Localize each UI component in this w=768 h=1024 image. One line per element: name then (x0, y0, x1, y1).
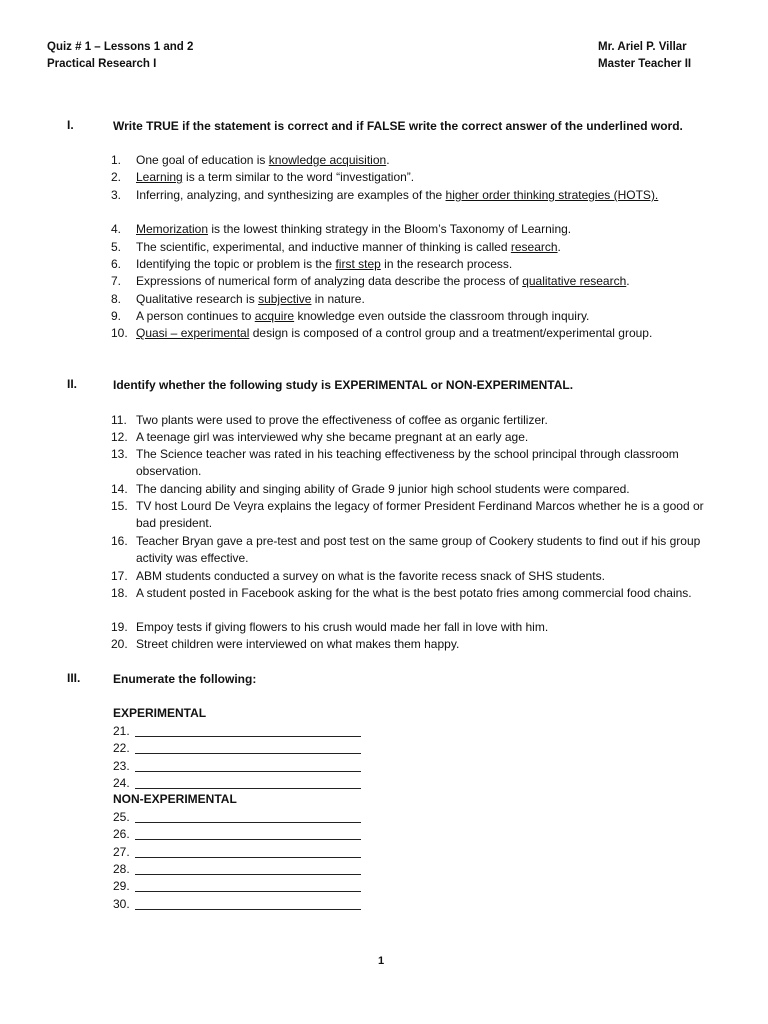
header-left (47, 39, 193, 73)
item-text-before: A person continues to (136, 309, 255, 323)
item-text: The dancing ability and singing ability of Grade 9 junior high school students were compared. (136, 482, 630, 496)
answer-line[interactable] (135, 839, 361, 840)
teacher-position: Master Teacher II (598, 58, 692, 70)
section-2-number: II. (67, 377, 78, 391)
item-number: 3. (111, 188, 122, 202)
blank-number: 21. (113, 724, 130, 738)
answer-line[interactable] (135, 753, 361, 754)
page-number: 1 (378, 955, 385, 967)
item-text (136, 187, 721, 204)
item-number: 20. (111, 637, 128, 651)
teacher-name: Mr. Ariel P. Villar (598, 41, 687, 53)
blank-number: 24. (113, 775, 130, 790)
blank-number: 28. (113, 861, 130, 876)
item-number: 8. (111, 292, 122, 306)
underlined-term: acquire (254, 309, 295, 323)
item-number: 15. (111, 499, 128, 513)
blank-number: 27. (113, 844, 130, 859)
answer-line[interactable] (135, 857, 361, 858)
answer-line[interactable] (135, 874, 361, 875)
item-text: TV host Lourd De Veyra explains the legacy of former President Ferdinand Marcos whether he is a good or bad president. (136, 499, 704, 531)
section-1-number: I. (67, 118, 74, 132)
item-text: Empoy tests if giving flowers to his crush would made her fall in love with him. (136, 620, 549, 634)
item-text-before: Inferring, analyzing, and synthesizing are examples of the (136, 188, 446, 202)
item-number: 6. (111, 257, 122, 271)
item-text-after: . (626, 274, 630, 288)
experimental-label: EXPERIMENTAL (113, 706, 207, 720)
item-text-after: is the lowest thinking strategy in the Bloom’s Taxonomy of Learning. (208, 222, 572, 236)
item-number: 7. (111, 274, 122, 288)
answer-line[interactable] (135, 736, 361, 737)
item-number: 17. (111, 569, 128, 583)
item-text-before: Expressions of numerical form of analyzing data describe the process of (136, 274, 523, 288)
section-1-instruction: Write TRUE if the statement is correct and if FALSE write the correct answer of the underlined word. (113, 119, 683, 133)
item-number: 4. (111, 222, 122, 236)
item-text-before: Identifying the topic or problem is the (136, 257, 336, 271)
blank-number: 23. (113, 758, 130, 773)
item-text (136, 221, 721, 238)
item-text (136, 325, 721, 342)
section-2-instruction: Identify whether the following study is EXPERIMENTAL or NON-EXPERIMENTAL. (113, 378, 574, 392)
item-number: 1. (111, 153, 122, 167)
item-text-after: in nature. (311, 292, 365, 306)
underlined-term: Quasi – experimental (136, 326, 250, 340)
blank-number: 26. (113, 827, 130, 842)
answer-line[interactable] (135, 909, 361, 910)
underlined-term: Learning (136, 170, 183, 184)
blank-number: 29. (113, 879, 130, 894)
item-text-after: . (386, 153, 390, 167)
item-text-before: The scientific, experimental, and inductive manner of thinking is called (136, 240, 511, 254)
item-number: 12. (111, 430, 128, 444)
underlined-term: first step (335, 257, 381, 271)
non-experimental-label: NON-EXPERIMENTAL (113, 792, 237, 806)
blank-number: 30. (113, 896, 130, 911)
answer-line[interactable] (135, 771, 361, 772)
item-number: 18. (111, 586, 128, 600)
item-number: 16. (111, 534, 128, 548)
underlined-term: research (510, 240, 558, 254)
item-text (136, 152, 721, 169)
quiz-title: Quiz # 1 – Lessons 1 and 2 (47, 41, 194, 53)
item-text: Two plants were used to prove the effectiveness of coffee as organic fertilizer. (136, 413, 548, 427)
item-text-after: design is composed of a control group and a treatment/experimental group. (249, 326, 653, 340)
underlined-term: higher order thinking strategies (HOTS). (445, 188, 659, 202)
item-number: 9. (111, 309, 122, 323)
item-text (136, 169, 721, 186)
subject-name: Practical Research I (47, 58, 157, 70)
item-number: 2. (111, 170, 122, 184)
item-text-after: knowledge even outside the classroom through inquiry. (294, 309, 590, 323)
underlined-term: qualitative research (522, 274, 627, 288)
item-text (136, 308, 721, 325)
item-number: 11. (111, 413, 127, 427)
blank-number: 25. (113, 810, 130, 824)
item-text: Street children were interviewed on what makes them happy. (136, 637, 460, 651)
item-text-after: . (557, 240, 561, 254)
item-number: 19. (111, 620, 128, 634)
item-text: The Science teacher was rated in his teaching effectiveness by the school principal through classroom observation. (136, 447, 679, 479)
underlined-term: subjective (258, 292, 312, 306)
item-text: Teacher Bryan gave a pre-test and post test on the same group of Cookery students to find out if his group activity was effective. (136, 534, 701, 566)
item-text: ABM students conducted a survey on what is the favorite recess snack of SHS students. (136, 569, 605, 583)
item-text: A teenage girl was interviewed why she became pregnant at an early age. (136, 430, 529, 444)
item-text (136, 273, 721, 290)
item-text (136, 291, 721, 308)
item-text (136, 256, 721, 273)
item-number: 10. (111, 326, 128, 340)
answer-line[interactable] (135, 891, 361, 892)
item-text (136, 239, 721, 256)
blank-number: 22. (113, 741, 130, 756)
item-number: 13. (111, 447, 128, 461)
item-text-before: Qualitative research is (136, 292, 259, 306)
underlined-term: Memorization (136, 222, 209, 236)
underlined-term: knowledge acquisition (268, 153, 387, 167)
header-right (598, 39, 691, 73)
item-text-after: in the research process. (380, 257, 513, 271)
section-3-number: III. (67, 671, 81, 685)
item-text: A student posted in Facebook asking for the what is the best potato fries among commercial food chains. (136, 586, 692, 600)
item-number: 5. (111, 240, 122, 254)
section-3-instruction: Enumerate the following: (113, 672, 257, 686)
item-number: 14. (111, 482, 128, 496)
answer-line[interactable] (135, 822, 361, 823)
item-text-before: One goal of education is (136, 153, 269, 167)
answer-line[interactable] (135, 788, 361, 789)
item-text-after: is a term similar to the word “investigation”. (182, 170, 415, 184)
